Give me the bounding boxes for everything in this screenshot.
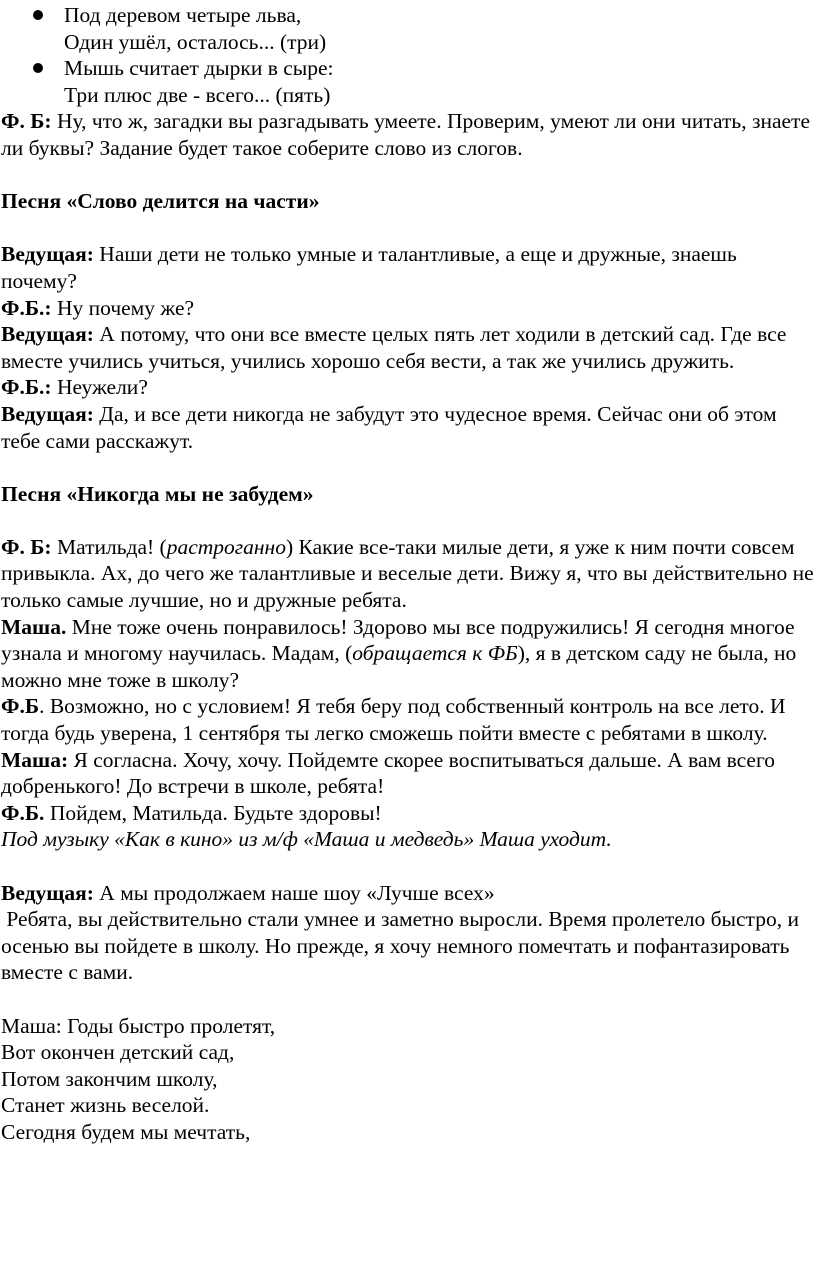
speaker-name: Ведущая: bbox=[1, 322, 94, 347]
speech-text: Мне тоже очень понравилось! Здорово мы все подружились! Я сегодня многое узнала и многому научилась. Мадам, ( bbox=[1, 614, 795, 666]
dialogue-paragraph bbox=[1, 374, 816, 401]
poem-line: Потом закончим школу, bbox=[1, 1066, 218, 1091]
song-title: Песня «Никогда мы не забудем» bbox=[1, 481, 314, 506]
speech-text: Наши дети не только умные и талантливые, а еще и дружные, знаешь почему? bbox=[1, 242, 737, 293]
speech-text: Пойдем, Матильда. Будьте здоровы! bbox=[44, 800, 382, 825]
dialogue-paragraph bbox=[1, 693, 816, 746]
speaker-name: Ф.Б.: bbox=[1, 295, 52, 320]
poem-line: Станет жизнь веселой. bbox=[1, 1093, 210, 1118]
speech-text: Я согласна. Хочу, хочу. Пойдемте скорее воспитываться дальше. А вам всего добренького! До встречи в школе, ребята! bbox=[1, 747, 775, 799]
riddle-line: Под деревом четыре льва, bbox=[64, 3, 302, 27]
song-title: Песня «Слово делится на части» bbox=[1, 189, 320, 214]
stage-note bbox=[1, 826, 816, 853]
speech-text: Матильда! ( bbox=[51, 534, 167, 559]
speaker-name: Маша. bbox=[1, 614, 67, 639]
speech-text: Ну почему же? bbox=[51, 295, 195, 320]
song-heading bbox=[1, 188, 816, 215]
poem-line: Сегодня будем мы мечтать, bbox=[1, 1119, 251, 1144]
speaker-name: Ф.Б. bbox=[1, 800, 45, 825]
speaker-name: Маша: bbox=[1, 747, 69, 772]
dialogue-paragraph bbox=[1, 241, 816, 294]
riddle-item bbox=[1, 2, 816, 55]
speaker-name: Ведущая: bbox=[1, 401, 94, 426]
blank-line bbox=[1, 162, 816, 189]
stage-direction: обращается к ФБ bbox=[352, 641, 518, 666]
dialogue-paragraph bbox=[1, 534, 816, 614]
blank-line bbox=[1, 215, 816, 242]
dialogue-paragraph bbox=[1, 321, 816, 374]
speaker-name: Ф. Б: bbox=[1, 534, 52, 559]
blank-line bbox=[1, 986, 816, 1013]
riddle-answer-line: Один ушёл, осталось... (три) bbox=[64, 29, 327, 54]
riddle-item bbox=[1, 55, 816, 108]
speaker-name: Ф.Б bbox=[1, 694, 40, 719]
speech-text: Ну, что ж, загадки вы разгадывать умеете. Проверим, умеют ли они читать, знаете ли буквы? Задание будет такое соберите слово из слогов. bbox=[1, 109, 810, 160]
speaker-name: Ведущая: bbox=[1, 880, 94, 905]
dialogue-paragraph bbox=[1, 295, 816, 322]
speech-text: А потому, что они все вместе целых пять лет ходили в детский сад. Где все вместе учились учиться, учились хорошо себя вести, а так же учились дружить. bbox=[1, 322, 787, 373]
speech-text: Неужели? bbox=[51, 375, 148, 400]
speech-text: ), я в детском саду не была, но можно мне тоже в школу? bbox=[1, 641, 797, 692]
stage-direction: растроганно bbox=[166, 534, 286, 559]
dialogue-paragraph bbox=[1, 880, 816, 907]
dialogue-paragraph bbox=[1, 800, 816, 827]
blank-line bbox=[1, 853, 816, 880]
dialogue-paragraph bbox=[1, 614, 816, 694]
riddle-list bbox=[1, 2, 816, 108]
dialogue-paragraph bbox=[1, 747, 816, 800]
blank-line bbox=[1, 454, 816, 481]
stage-note-text: Под музыку «Как в кино» из м/ф «Маша и медведь» Маша уходит. bbox=[1, 827, 612, 852]
speaker-name: Ф. Б: bbox=[1, 109, 52, 134]
blank-line bbox=[1, 507, 816, 534]
speech-text: . Возможно, но с условием! Я тебя беру под собственный контроль на все лето. И тогда будь уверена, 1 сентября ты легко сможешь пойти вместе с ребятами в школу. bbox=[1, 694, 786, 746]
narration-paragraph: Ребята, вы действительно стали умнее и заметно выросли. Время пролетело быстро, и осенью вы пойдете в школу. Но прежде, я хочу немного помечтать и пофантазировать вместе с вами. bbox=[1, 907, 805, 985]
dialogue-paragraph bbox=[1, 108, 816, 161]
speech-text: А мы продолжаем наше шоу «Лучше всех» bbox=[93, 880, 495, 905]
dialogue-paragraph bbox=[1, 401, 816, 454]
speech-text: Да, и все дети никогда не забудут это чудесное время. Сейчас они об этом тебе сами расскажут. bbox=[1, 401, 777, 453]
bullet-icon bbox=[33, 63, 43, 73]
poem-line: Вот окончен детский сад, bbox=[1, 1040, 235, 1065]
speaker-name: Ведущая: bbox=[1, 242, 94, 267]
poem-line: Маша: Годы быстро пролетят, bbox=[1, 1013, 276, 1038]
speech-text: ) Какие все-таки милые дети, я уже к ним почти совсем привыкла. Ах, до чего же талантливые и веселые дети. Вижу я, что вы действительно не только самые лучшие, но и дружные ребята. bbox=[1, 534, 814, 613]
riddle-answer-line: Три плюс две - всего... (пять) bbox=[64, 82, 331, 107]
riddle-line: Мышь считает дырки в сыре: bbox=[64, 56, 334, 81]
speaker-name: Ф.Б.: bbox=[1, 375, 52, 400]
bullet-icon bbox=[33, 10, 43, 20]
song-heading bbox=[1, 481, 816, 508]
